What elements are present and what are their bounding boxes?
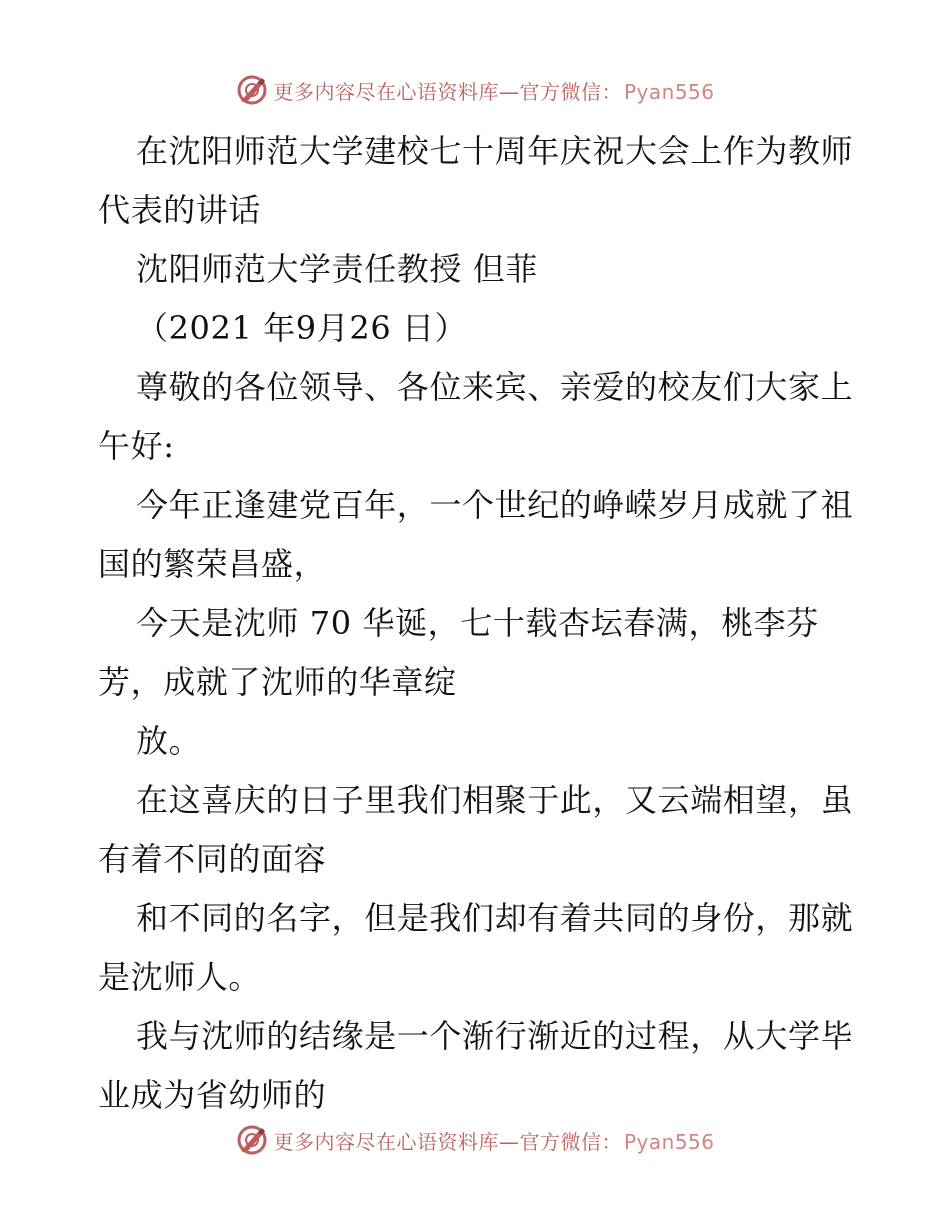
body-paragraph: 今年正逢建党百年，一个世纪的峥嵘岁月成就了祖国的繁荣昌盛， bbox=[98, 486, 854, 583]
author-line: 沈阳师范大学责任教授 但菲 bbox=[136, 250, 538, 288]
date-line: （2021 年9月26 日） bbox=[136, 309, 468, 347]
document-title: 在沈阳师范大学建校七十周年庆祝大会上作为教师代表的讲话 bbox=[98, 132, 854, 229]
body-paragraph: 和不同的名字，但是我们却有着共同的身份，那就是沈师人。 bbox=[98, 899, 854, 996]
body-paragraph: 今天是沈师 70 华诞，七十载杏坛春满，桃李芬芳，成就了沈师的华章绽 bbox=[98, 604, 819, 701]
greeting-paragraph: 尊敬的各位领导、各位来宾、亲爱的校友们大家上午好: bbox=[98, 368, 854, 465]
body-paragraph: 我与沈师的结缘是一个渐行渐近的过程，从大学毕业成为省幼师的 bbox=[98, 1017, 854, 1114]
header-watermark-banner bbox=[0, 70, 950, 110]
pen-logo-icon bbox=[235, 1123, 269, 1157]
body-paragraph: 放。 bbox=[136, 722, 202, 760]
body-paragraph: 在这喜庆的日子里我们相聚于此，又云端相望，虽有着不同的面容 bbox=[98, 781, 854, 878]
pen-logo-icon bbox=[235, 73, 269, 107]
header-watermark-text: 更多内容尽在心语资料库—官方微信： Pyan556 bbox=[273, 79, 715, 104]
footer-watermark-text: 更多内容尽在心语资料库—官方微信： Pyan556 bbox=[273, 1129, 715, 1154]
footer-watermark-banner bbox=[0, 1120, 950, 1160]
document-body bbox=[98, 122, 858, 1125]
